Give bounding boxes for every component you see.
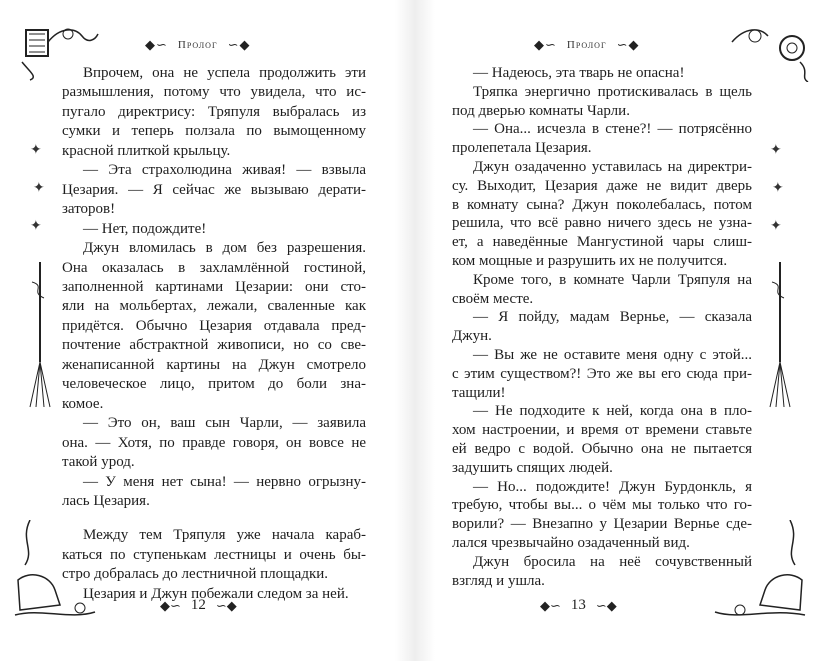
- running-head-title: Пролог: [177, 39, 218, 51]
- text-line: Цезария и Джун побежали следом за ней.: [83, 585, 349, 602]
- text-line: ком мощные и разрушить их не получится.: [452, 252, 728, 269]
- text-line: почтение абстрактной живописи, но со све-: [62, 337, 366, 354]
- page-footer: [540, 597, 617, 614]
- flourish-icon: ◆∽: [160, 597, 181, 613]
- text-line: Джун.: [452, 328, 492, 345]
- flourish-icon: ∽◆: [215, 597, 237, 613]
- text-line: — Я пойду, мадам Вернье, — сказала: [473, 309, 752, 326]
- running-head: [145, 37, 250, 53]
- right-page-text: [452, 64, 752, 590]
- text-line: су. Выходит, Цезария даже не видит дверь: [452, 177, 752, 194]
- text-line: комое.: [62, 395, 104, 412]
- text-line: ей ведро с водой. Обычно она не пытается: [452, 440, 752, 457]
- text-line: она. — Хотя, по правде говоря, он вовсе не: [62, 434, 366, 451]
- text-line: Тряпка энергично протискивалась в щель: [473, 83, 752, 100]
- text-line: заторов!: [62, 201, 116, 218]
- text-line: — У меня нет сына! — нервно огрызну-: [83, 473, 366, 490]
- page-footer: [160, 597, 237, 614]
- text-line: с этим существом?! Это же вы его сюда при-: [452, 365, 752, 382]
- text-line: Она оказалась в захламлённой гостиной,: [62, 259, 366, 276]
- text-line: тащили!: [452, 384, 506, 401]
- text-line: — Эта страхолюдина живая! — взвыла: [83, 162, 366, 179]
- text-line: решила, что всё равно ничего здесь не узна-: [452, 215, 752, 232]
- text-line: задушить спящих людей.: [452, 459, 613, 476]
- text-line: Цезария. — Я сейчас же вызываю дерати-: [62, 181, 366, 198]
- text-line: Джун озадаченно уставилась на директри-: [473, 158, 752, 175]
- flourish-icon: ◆∽: [540, 597, 561, 613]
- left-page-text: [62, 64, 366, 604]
- text-line: требую, чтобы вы... о чём мы только что го-: [452, 497, 752, 514]
- text-line: придётся. Обычно Цезария отдавала пред-: [62, 317, 366, 334]
- flourish-icon: ∽◆: [595, 597, 617, 613]
- text-line: красной плиткой крыльцу.: [62, 142, 231, 159]
- text-line: лался чрезвычайно озадаченный вид.: [452, 534, 690, 551]
- flourish-icon: ∽◆: [227, 37, 251, 52]
- text-line: ет, а наведённые Мангустиной чары слиш-: [452, 234, 752, 251]
- paragraph-break: [62, 511, 366, 526]
- text-line: в комнату сына? Джун поколебалась, потом: [452, 196, 752, 213]
- text-line: каться по ступенькам лестницы и очень бы-: [62, 546, 366, 563]
- text-line: заполненной картинами Цезарии: они сто-: [62, 278, 366, 295]
- page-number: 13: [570, 597, 586, 613]
- text-line: Джун бросила на неё сочувственный: [473, 553, 752, 570]
- text-line: Между тем Тряпуля уже начала караб-: [83, 527, 366, 544]
- text-line: человеческое лицо, притом до боли зна-: [62, 376, 366, 393]
- sparkle-icon: ✦: [772, 181, 784, 196]
- text-line: стро добралась до лестничной площадки.: [62, 566, 329, 583]
- text-line: — Это он, ваш сын Чарли, — заявила: [83, 415, 366, 432]
- text-line: своём месте.: [452, 290, 534, 307]
- text-line: хом настроении, и время от времени ставьте: [452, 422, 752, 439]
- sparkle-icon: ✦: [33, 181, 45, 196]
- broom-ornament: [768, 262, 792, 412]
- right-page: [410, 0, 820, 661]
- text-line: — Нет, подождите!: [83, 220, 207, 237]
- text-line: Впрочем, она не успела продолжить эти: [83, 65, 366, 81]
- text-line: Кроме того, в комнате Чарли Тряпуля на: [473, 271, 752, 288]
- sparkle-icon: ✦: [30, 219, 42, 234]
- text-line: женаписанной картины на Джун смотрело: [62, 356, 366, 373]
- text-line: — Вы же не оставите меня одну с этой...: [473, 346, 752, 363]
- text-line: пугало директрису: Тряпуля выбралась из: [62, 103, 366, 120]
- text-line: под дверью комнаты Чарли.: [452, 102, 630, 119]
- text-line: — Она... исчезла в стене?! — потрясённо: [473, 121, 752, 138]
- text-line: — Не подходите к ней, когда она в пло-: [473, 403, 752, 420]
- flourish-icon: ∽◆: [616, 37, 640, 52]
- sparkle-icon: ✦: [770, 219, 782, 234]
- text-line: такой урод.: [62, 454, 135, 471]
- text-line: — Надеюсь, эта тварь не опасна!: [473, 65, 685, 81]
- sparkle-icon: ✦: [30, 143, 42, 158]
- text-line: сумки и теперь ползала по вымощенному: [62, 123, 366, 140]
- text-line: — Но... подождите! Джун Бурдонкль, я: [473, 478, 752, 495]
- page-number: 12: [190, 597, 206, 613]
- sparkle-icon: ✦: [770, 143, 782, 158]
- text-line: размышления, потому что увидела, что ис-: [62, 84, 366, 101]
- text-line: пролепетала Цезария.: [452, 140, 592, 157]
- text-line: Джун вломилась в дом без разрешения.: [83, 240, 366, 257]
- running-head-title: Пролог: [566, 39, 607, 51]
- flourish-icon: ◆∽: [145, 37, 168, 52]
- flourish-icon: ◆∽: [534, 37, 557, 52]
- broom-ornament: [28, 262, 52, 412]
- running-head: [534, 37, 639, 53]
- text-line: взгляд и ушла.: [452, 572, 545, 589]
- text-line: ворили? — Внезапно у Цезарии Вернье сде-: [452, 516, 752, 533]
- text-line: лась Цезария.: [62, 492, 150, 509]
- text-line: яли на мольбертах, лежали, сваленные как: [62, 298, 366, 315]
